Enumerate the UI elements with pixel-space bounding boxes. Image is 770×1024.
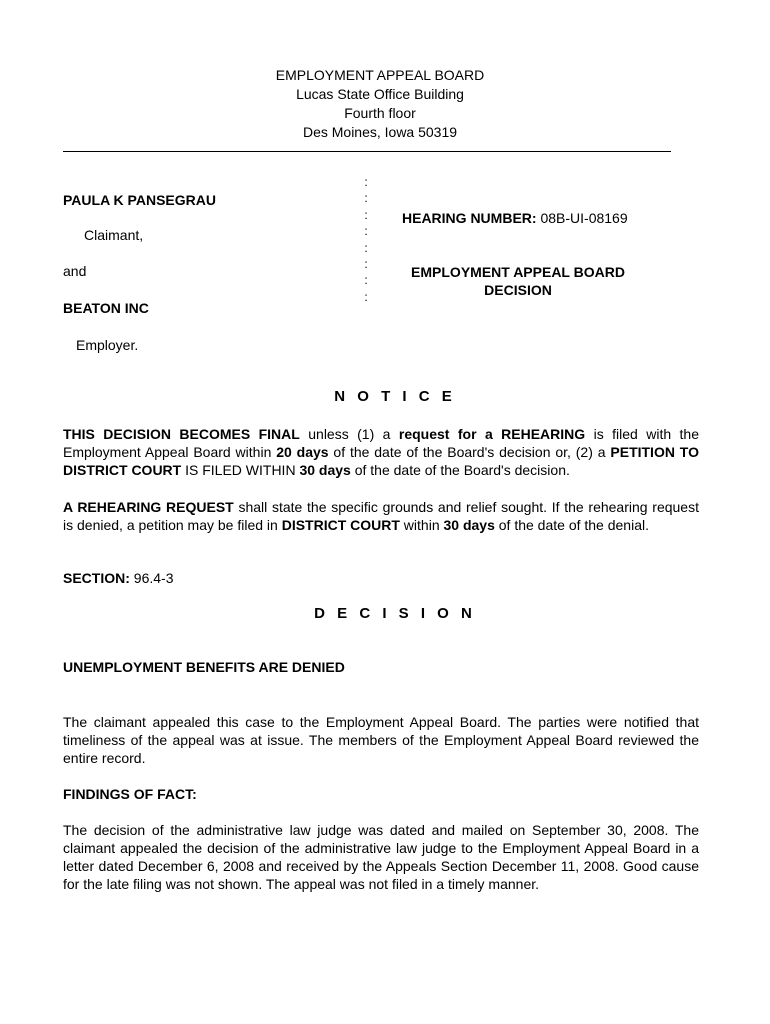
board-decision-title [380,263,656,299]
notice-text: is filed with the Employment Appeal Board within [63,426,699,460]
notice-paragraph-1 [63,425,699,479]
claimant-role: Claimant, [84,227,144,243]
employer-name: BEATON INC [63,300,149,316]
notice-text: of the date of the denial. [494,517,649,533]
section-value: 96.4-3 [129,570,174,586]
claimant-name: PAULA K PANSEGRAU [63,192,216,208]
findings-text: The decision of the administrative law judge was dated and mailed on September 30, 2008. The claimant appealed the decision of the administrative law judge to the Employment Appeal Board in a letter dated December 6, 2008 and received by the Appeals Section December 11, 2008. Good cause for the late filing was not shown. The appeal was not filed in a timely manner. [63,822,699,892]
letterhead [0,66,760,142]
caption-separator: : : : : : : : : [364,175,368,304]
notice-text: of the date of the Board's decision or, (2) a [328,444,611,460]
notice-text: of the date of the Board's decision. [350,462,570,478]
deadline-30-days: 30 days [443,517,495,533]
rehearing-request-phrase: request for a REHEARING [398,426,586,442]
rehearing-request-heading: A REHEARING REQUEST [63,499,234,515]
notice-text: IS FILED WITHIN [181,462,300,478]
floor: Fourth floor [344,105,416,121]
employer-role: Employer. [76,337,139,353]
decision-title: D E C I S I O N [314,605,476,622]
final-warning: THIS DECISION BECOMES FINAL [63,426,300,442]
board-decision-line1: EMPLOYMENT APPEAL BOARD [411,264,625,280]
notice-text: shall state the specific grounds and relief sought. If the rehearing request is denied, a petition may be filed in [63,499,699,533]
notice-title: N O T I C E [334,388,456,405]
header-divider [63,151,671,152]
notice-text: unless (1) a [299,426,399,442]
decision-result: UNEMPLOYMENT BENEFITS ARE DENIED [63,659,345,675]
hearing-number-label: HEARING NUMBER: [402,210,537,226]
deadline-20-days: 20 days [276,444,329,460]
decision-intro: The claimant appealed this case to the Employment Appeal Board. The parties were notified that timeliness of the appeal was at issue. The members of the Employment Appeal Board reviewed the entire record. [63,714,699,766]
section-label: SECTION: [63,570,130,586]
deadline-30-days: 30 days [299,462,351,478]
findings-heading: FINDINGS OF FACT: [63,786,197,802]
city-address: Des Moines, Iowa 50319 [302,124,458,140]
and-text: and [63,263,87,279]
hearing-number [402,210,628,226]
building-name: Lucas State Office Building [296,86,464,102]
notice-text: within [399,517,444,533]
notice-paragraph-2 [63,498,699,534]
hearing-number-value: 08B-UI-08169 [540,210,628,226]
board-decision-line2: DECISION [484,282,552,298]
petition-district-court: PETITION TO DISTRICT COURT [63,444,699,478]
section-line [63,570,173,586]
district-court-phrase: DISTRICT COURT [281,517,400,533]
org-name: EMPLOYMENT APPEAL BOARD [275,67,485,83]
